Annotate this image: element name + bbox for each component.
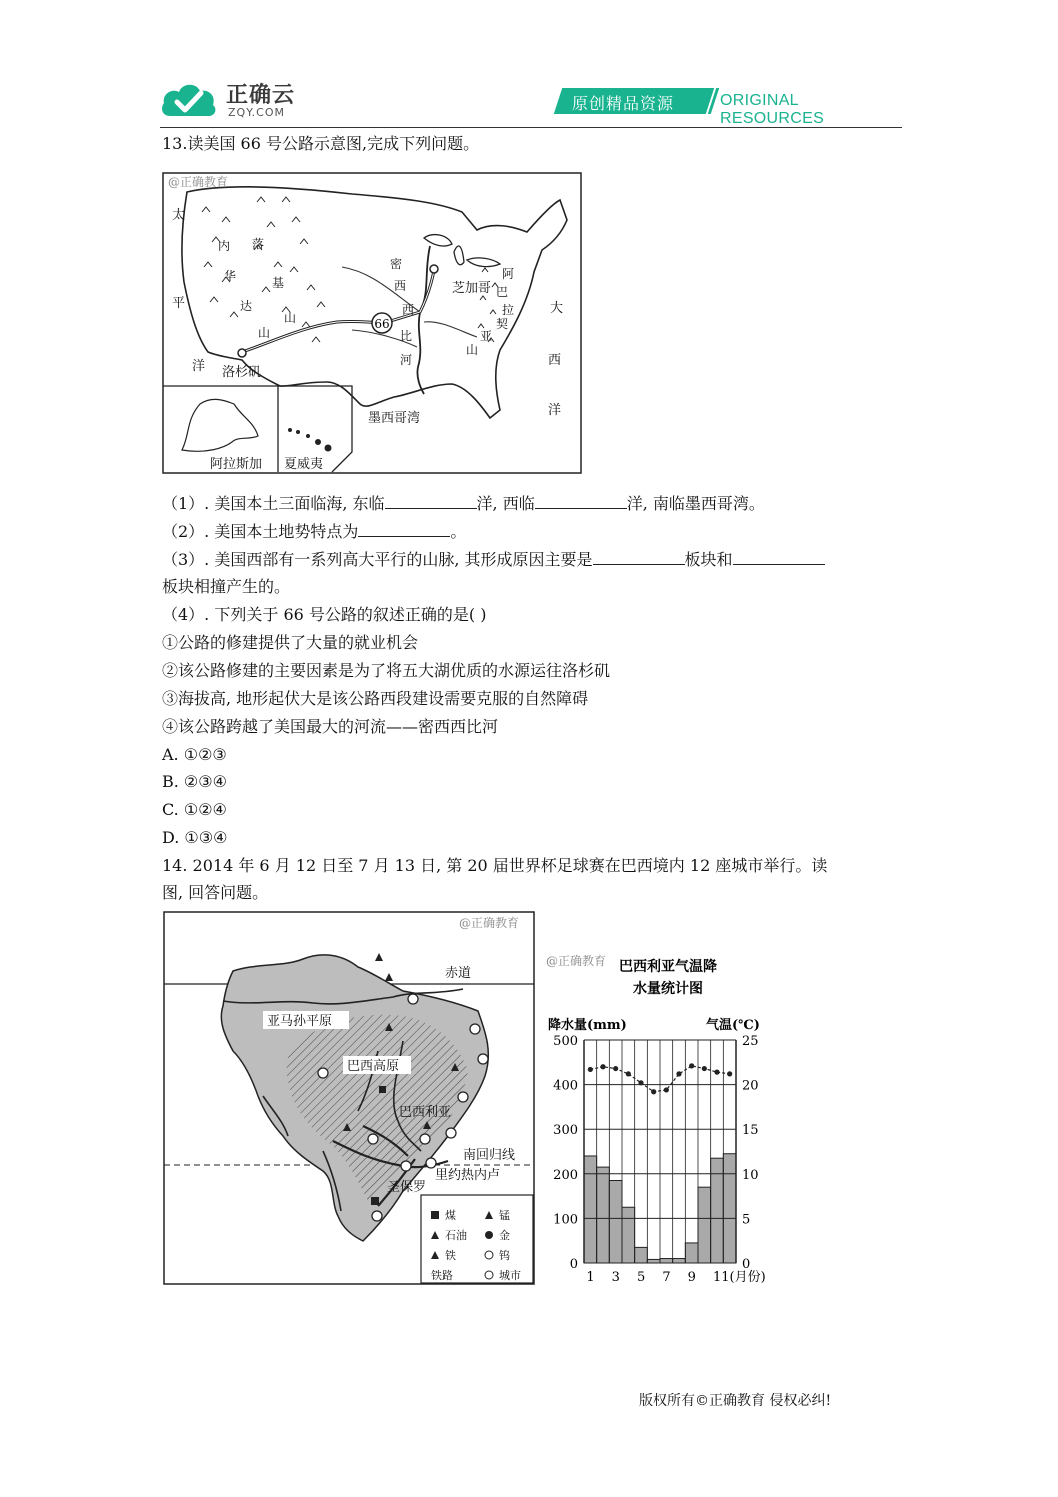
left-tick-label: 300 [553, 1123, 578, 1139]
map-watermark: @正确教育 [168, 175, 229, 189]
los-angeles-label: 洛杉矶 [222, 365, 262, 380]
left-tick-label: 200 [553, 1167, 578, 1183]
right-tick-label: 10 [742, 1167, 759, 1183]
tropic-label: 南回归线 [463, 1148, 516, 1163]
footer-copyright: 版权所有©正确教育 侵权必纠! [639, 1393, 832, 1409]
x-tick-label: 3 [611, 1270, 620, 1285]
cloud-check-logo-icon [160, 80, 218, 120]
precip-bar [635, 1247, 648, 1263]
svg-text:达: 达 [240, 299, 253, 313]
precip-bar [685, 1243, 698, 1263]
svg-text:西: 西 [394, 279, 407, 293]
answer-blank-east[interactable] [385, 494, 477, 509]
left-tick-label: 500 [553, 1034, 578, 1049]
svg-text:大: 大 [550, 301, 564, 316]
x-tick-label: 11(月份) [713, 1270, 766, 1285]
amazon-label: 亚马孙平原 [267, 1014, 333, 1029]
left-tick-label: 100 [553, 1212, 578, 1228]
svg-text:太: 太 [172, 208, 186, 223]
q13-part4: （4）. 下列关于 66 号公路的叙述正确的是( ) [162, 605, 487, 624]
x-tick-label: 9 [687, 1270, 696, 1285]
svg-text:铁路: 铁路 [431, 1269, 453, 1282]
climate-chart [540, 945, 780, 1287]
left-axis-label: 降水量(mm) [548, 1018, 627, 1033]
precip-bar [698, 1187, 711, 1263]
svg-text:比: 比 [400, 329, 413, 343]
left-tick-label: 0 [569, 1257, 578, 1272]
svg-text:西: 西 [402, 303, 415, 317]
svg-text:契: 契 [496, 317, 509, 331]
right-tick-label: 25 [742, 1034, 759, 1049]
svg-text:洋: 洋 [192, 359, 206, 374]
left-tick-label: 400 [553, 1078, 578, 1094]
svg-text:亚: 亚 [480, 329, 493, 343]
option-d[interactable]: D. ①③④ [162, 828, 228, 847]
svg-text:山: 山 [466, 343, 479, 357]
svg-text:阿: 阿 [502, 267, 515, 281]
usa-route66-map [162, 172, 582, 474]
svg-text:山: 山 [284, 311, 297, 325]
los-angeles-dot [238, 349, 246, 357]
svg-text:洋: 洋 [548, 403, 562, 418]
temperature-point [664, 1087, 669, 1092]
route-66-label: 66 [374, 317, 390, 331]
right-tick-label: 15 [742, 1123, 759, 1139]
gulf-label: 墨西哥湾 [368, 411, 421, 426]
precip-bar [647, 1259, 660, 1263]
page-header [160, 74, 902, 128]
svg-text:拉: 拉 [502, 303, 515, 317]
answer-blank-plate1[interactable] [593, 550, 685, 565]
plateau-label: 巴西高原 [347, 1059, 400, 1074]
option-b[interactable]: B. ②③④ [162, 772, 227, 791]
rio-label: 里约热内卢 [435, 1168, 501, 1183]
answer-blank-plate2[interactable] [733, 550, 825, 565]
sao-paulo-label: 圣保罗 [387, 1180, 427, 1195]
temperature-point [613, 1066, 618, 1071]
right-axis-label: 气温(℃) [706, 1018, 760, 1033]
q14-stem-cont: 图, 回答问题。 [162, 883, 269, 902]
svg-text:城市: 城市 [499, 1269, 521, 1282]
q13-part1: （1）. 美国本土三面临海, 东临 洋, 西临 洋, 南临墨西哥湾。 [162, 494, 765, 513]
banner-label: 原创精品资源 [572, 94, 675, 113]
svg-text:山: 山 [258, 326, 271, 340]
temperature-point [727, 1071, 732, 1076]
answer-blank-west[interactable] [535, 494, 627, 509]
temperature-point [626, 1071, 631, 1076]
statement-2: ②该公路修建的主要因素是为了将五大湖优质的水源运往洛杉矶 [162, 661, 611, 680]
right-tick-label: 20 [742, 1078, 759, 1094]
svg-text:铁: 铁 [445, 1249, 456, 1262]
svg-text:河: 河 [400, 353, 413, 367]
svg-text:华: 华 [224, 269, 237, 283]
svg-text:钨: 钨 [499, 1249, 510, 1262]
temperature-point [714, 1070, 719, 1075]
svg-text:巴: 巴 [496, 285, 509, 299]
precip-bar [622, 1207, 635, 1263]
x-tick-label: 1 [586, 1270, 595, 1285]
svg-text:基: 基 [272, 276, 285, 290]
right-tick-label: 5 [742, 1212, 751, 1228]
temperature-point [676, 1071, 681, 1076]
svg-text:锰: 锰 [499, 1209, 510, 1222]
temperature-point [702, 1066, 707, 1071]
map-legend [421, 1195, 533, 1283]
svg-text:落: 落 [252, 237, 265, 251]
equator-label: 赤道 [445, 966, 472, 981]
statement-3: ③海拔高, 地形起伏大是该公路西段建设需要克服的自然障碍 [162, 689, 589, 708]
svg-text:金: 金 [499, 1229, 510, 1242]
header-rule [160, 127, 902, 128]
brazil-map [163, 911, 535, 1285]
q13-part3-cont: 板块相撞产生的。 [162, 577, 291, 596]
statement-1: ①公路的修建提供了大量的就业机会 [162, 633, 419, 652]
q13-part2: （2）. 美国本土地势特点为 。 [162, 522, 467, 541]
option-c[interactable]: C. ①②④ [162, 800, 227, 819]
precip-bar [584, 1156, 597, 1263]
temperature-point [651, 1089, 656, 1094]
precip-bar [660, 1259, 673, 1263]
q13-stem: 13.读美国 66 号公路示意图,完成下列问题。 [162, 134, 480, 153]
svg-text:密: 密 [390, 257, 403, 271]
q14-stem: 14. 2014 年 6 月 12 日至 7 月 13 日, 第 20 届世界杯足球赛在巴西境内 12 座城市举行。读 [162, 856, 828, 875]
chart-plot-area [553, 1034, 766, 1285]
banner-english: ORIGINAL RESOURCES [720, 92, 825, 127]
temperature-point [588, 1067, 593, 1072]
precip-bar [673, 1259, 686, 1263]
precip-bar [597, 1167, 610, 1263]
statement-4: ④该公路跨越了美国最大的河流——密西西比河 [162, 717, 499, 736]
map-watermark: @正确教育 [459, 916, 520, 930]
precip-bar [609, 1180, 622, 1263]
logo-subtext: ZQY.COM [228, 106, 286, 119]
q13-part3: （3）. 美国西部有一系列高大平行的山脉, 其形成原因主要是 板块和 [162, 550, 825, 570]
right-tick-label: 0 [742, 1257, 751, 1272]
chicago-label: 芝加哥 [452, 281, 492, 296]
svg-text:西: 西 [548, 353, 562, 368]
svg-text:内: 内 [218, 239, 231, 253]
temperature-point [600, 1064, 605, 1069]
chart-title-line1: 巴西利亚气温降 [619, 959, 717, 975]
x-tick-label: 7 [662, 1270, 671, 1285]
precip-bar [723, 1154, 736, 1263]
svg-text:平: 平 [172, 296, 186, 311]
temperature-point [638, 1080, 643, 1085]
chart-title-line2: 水量统计图 [633, 981, 703, 997]
brasilia-label: 巴西利亚 [399, 1105, 452, 1120]
alaska-label: 阿拉斯加 [210, 457, 263, 472]
logo-text: 正确云 [226, 83, 296, 108]
option-a[interactable]: A. ①②③ [162, 745, 227, 764]
x-tick-label: 5 [637, 1270, 646, 1285]
temperature-point [689, 1063, 694, 1068]
svg-text:石油: 石油 [445, 1229, 467, 1242]
chicago-dot [430, 265, 438, 273]
hawaii-label: 夏威夷 [284, 457, 324, 472]
chart-watermark: @正确教育 [546, 954, 607, 968]
svg-text:煤: 煤 [445, 1209, 456, 1222]
answer-blank-terrain[interactable] [358, 522, 450, 537]
